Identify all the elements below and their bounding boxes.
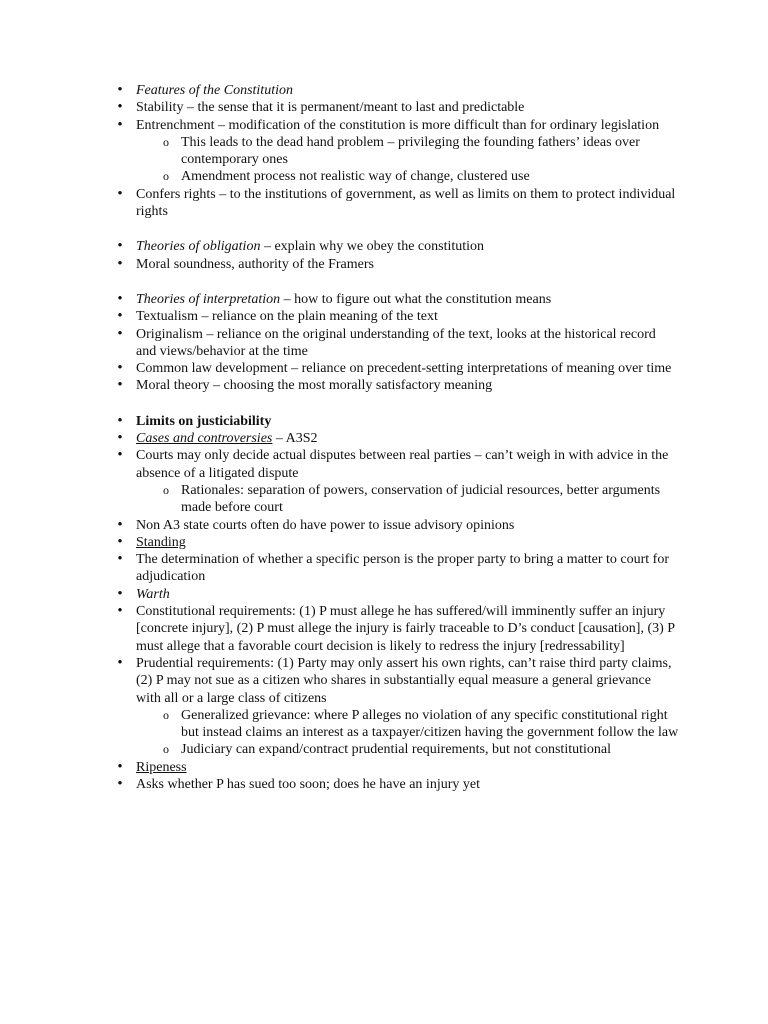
bullet-dot-icon: • [117,654,123,671]
bullet-text: Moral soundness, authority of the Framers [136,256,374,272]
bullet-text: – how to figure out what the constitution means [280,291,552,307]
bullet-dot-icon: • [117,603,123,620]
bullet-circle-icon: o [163,707,169,722]
bullet-dot-icon: • [117,758,123,775]
bullet-circle-icon: o [163,134,169,149]
bullet-item [117,238,676,255]
bullet-text: Generalized grievance: where P alleges no violation of any specific constitutional right but instead claims an interest as a taxpayer/citizen having the government follow the law [181,707,679,741]
bullet-text: – A3S2 [272,431,318,447]
bullet-item [117,516,676,534]
bullet-text: Ripeness [136,759,187,775]
sub-bullet-item [163,134,681,169]
bullet-dot-icon: • [117,185,123,202]
bullet-text: Prudential requirements: (1) Party may only assert his own rights, can’t raise third party claims, (2) P may not sue as a citizen who shares in substantially equal measure a general grievance with all or a large class of citizens [136,655,672,706]
bullet-item [117,603,676,655]
bullet-text: Features of the Constitution [136,83,293,98]
bullet-dot-icon: • [117,308,123,325]
bullet-text: Theories of obligation [136,239,261,255]
sub-bullet-item [163,707,681,742]
bullet-dot-icon: • [117,116,123,133]
sub-bullet-item [163,741,681,758]
bullet-item [117,360,676,377]
bullet-circle-icon: o [163,169,169,184]
bullet-dot-icon: • [117,255,123,272]
bullet-text: – explain why we obey the constitution [260,239,485,255]
section-spacer [0,395,768,413]
bullet-dot-icon: • [117,412,123,429]
bullet-dot-icon: • [117,290,123,307]
bullet-item [117,758,676,776]
document-page [0,82,768,793]
bullet-text: Courts may only decide actual disputes between real parties – can’t weigh in with advice in the absence of a litigated dispute [136,448,669,481]
bullet-text: Theories of interpretation [136,291,281,307]
bullet-dot-icon: • [117,325,123,342]
bullet-text: Limits on justiciability [136,413,272,429]
bullet-text: Moral theory – choosing the most morally satisfactory meaning [136,378,493,394]
bullet-item [117,654,676,707]
bullet-item [117,308,676,325]
bullet-text: Entrenchment – modification of the constitution is more difficult than for ordinary legislation [136,117,660,133]
bullet-text: Confers rights – to the institutions of government, as well as limits on them to protect individual rights [136,186,676,220]
bullet-text: Cases and controversies [136,431,273,447]
sub-bullet-item [163,168,681,185]
bullet-item [117,99,676,116]
bullet-item [117,290,676,308]
bullet-item [117,585,676,603]
bullet-item [117,325,676,361]
outline-notes [0,82,768,793]
bullet-dot-icon: • [117,82,123,98]
bullet-text: Textualism – reliance on the plain meaning of the text [136,309,438,325]
bullet-item [117,533,676,551]
bullet-text: Amendment process not realistic way of change, clustered use [181,169,530,185]
bullet-text: This leads to the dead hand problem – privileging the founding fathers’ ideas over contemporary ones [181,134,640,168]
bullet-dot-icon: • [117,533,123,550]
bullet-item [117,775,676,793]
bullet-text: Originalism – reliance on the original understanding of the text, looks at the historical record and views/behavior at the time [136,326,656,359]
bullet-dot-icon: • [117,430,123,447]
bullet-text: Stability – the sense that it is permanent/meant to last and predictable [136,100,525,116]
bullet-dot-icon: • [117,551,123,568]
bullet-dot-icon: • [117,238,123,255]
bullet-item [117,377,676,394]
bullet-item [117,447,676,482]
bullet-text: Common law development – reliance on precedent-setting interpretations of meaning over time [136,361,672,377]
bullet-text: Judiciary can expand/contract prudential requirements, but not constitutional [181,742,611,758]
bullet-text: The determination of whether a specific person is the proper party to bring a matter to court for adjudication [136,552,669,585]
bullet-text: Standing [136,534,186,550]
bullet-item [117,412,676,430]
bullet-text: Constitutional requirements: (1) P must allege he has suffered/will imminently suffer an injury [concrete injury], (2) P must allege the injury is fairly traceable to D’s conduct [causation], (3) P must allege that a favorable court decision is likely to redress the injury [redressability] [136,604,675,654]
bullet-dot-icon: • [117,377,123,394]
bullet-item [117,116,676,134]
bullet-dot-icon: • [117,99,123,116]
section-spacer [0,273,768,291]
bullet-text: Non A3 state courts often do have power to issue advisory opinions [136,517,515,533]
bullet-text: Asks whether P has sued too soon; does he have an injury yet [136,776,480,792]
bullet-text: Warth [136,586,170,602]
bullet-item [117,551,676,586]
bullet-item [117,82,676,99]
bullet-dot-icon: • [117,360,123,377]
bullet-dot-icon: • [117,585,123,602]
bullet-circle-icon: o [163,742,169,757]
bullet-text: Rationales: separation of powers, conservation of judicial resources, better arguments made before court [181,482,661,516]
bullet-dot-icon: • [117,516,123,533]
bullet-item [117,430,676,447]
bullet-dot-icon: • [117,775,123,792]
section-spacer [0,220,768,238]
bullet-item [117,255,676,273]
bullet-circle-icon: o [163,482,169,497]
sub-bullet-item [163,482,681,517]
bullet-item [117,185,676,221]
bullet-dot-icon: • [117,447,123,464]
